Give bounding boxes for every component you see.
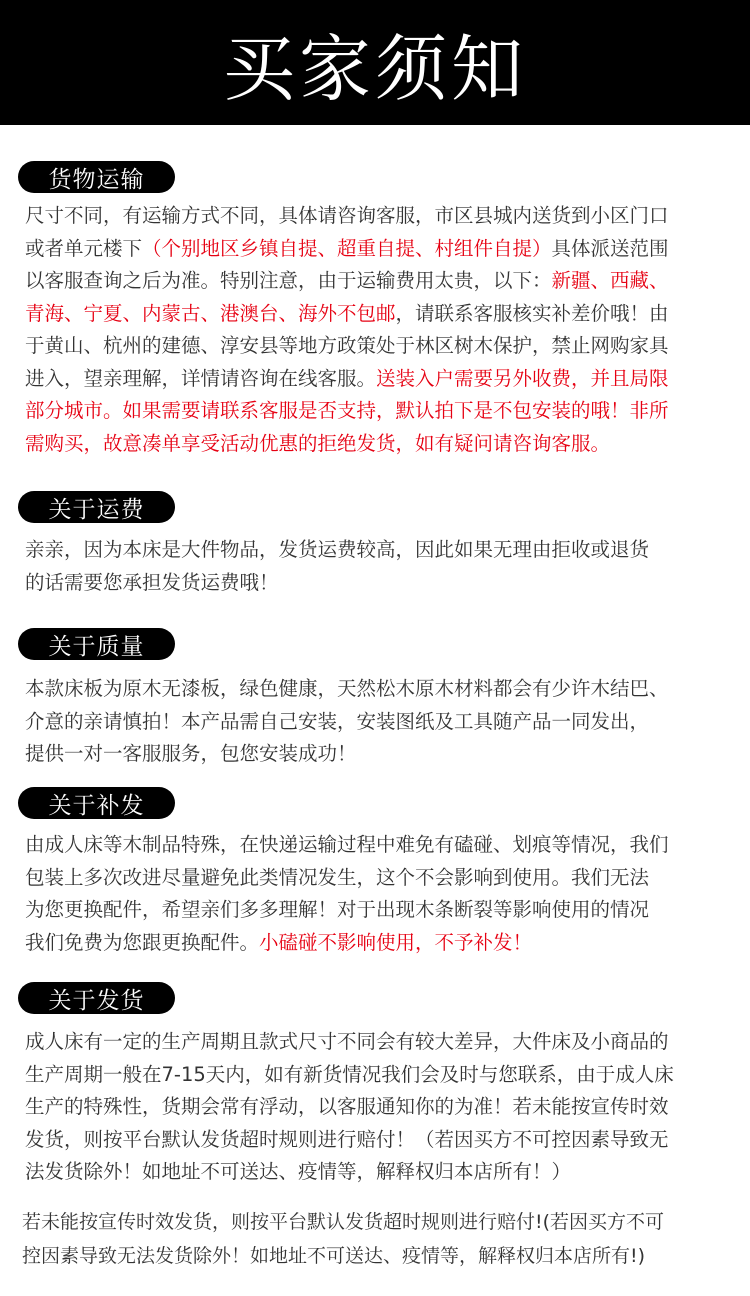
- section-heading: 关于质量: [18, 628, 175, 660]
- text-line: [25, 1156, 731, 1189]
- text-run: 本款床板为原木无漆板，绿色健康，天然松木原木材料都会有少许木结巴、: [25, 677, 669, 700]
- text-run: 包装上多次改进尽量避免此类情况发生，这个不会影响到使用。我们无法: [25, 865, 650, 889]
- title-banner: [0, 0, 750, 125]
- text-line: [25, 862, 731, 895]
- text-line: [25, 298, 731, 331]
- section-body: [25, 673, 731, 771]
- text-line: [25, 233, 731, 266]
- highlight-text: （个别地区乡镇自提、超重自提、村组件自提）: [142, 236, 552, 260]
- text-run: 生产周期一般在7-15天内，如有新货情况我们会及时与您联系，由于成人床: [25, 1062, 674, 1086]
- text-line: [25, 673, 731, 706]
- text-line: [25, 534, 731, 567]
- text-line: [25, 330, 731, 363]
- highlight-text: 送装入户需要另外收费，并且局限: [376, 366, 669, 390]
- text-line: [25, 894, 731, 927]
- text-line: [25, 1059, 731, 1092]
- text-line: [25, 1091, 731, 1124]
- text-line: [25, 1026, 731, 1059]
- text-run: 为您更换配件，希望亲们多多理解！对于出现木条断裂等影响使用的情况: [25, 898, 650, 921]
- text-line: [25, 395, 731, 428]
- text-run: 法发货除外！如地址不可送达、疫情等，解释权归本店所有！）: [25, 1160, 572, 1183]
- text-line: [25, 829, 731, 862]
- text-run: 具体派送范围: [551, 236, 669, 260]
- section-body: [25, 200, 731, 460]
- section-heading: 关于发货: [18, 982, 175, 1014]
- text-line: [25, 265, 731, 298]
- highlight-text: 需购买，故意凑单享受活动优惠的拒绝发货，如有疑问请咨询客服。: [25, 431, 611, 455]
- text-line: [25, 567, 731, 600]
- text-run: 生产的特殊性，货期会常有浮动，以客服通知你的为准！若未能按宣传时效: [25, 1095, 669, 1118]
- text-run: 我们免费为您跟更换配件。: [25, 930, 260, 954]
- highlight-text: 部分城市。如果需要请联系客服是否支持，默认拍下是不包安装的哦！非所: [25, 399, 669, 422]
- text-run: 于黄山、杭州的建德、淳安县等地方政策处于林区树木保护，禁止网购家具: [25, 334, 669, 357]
- text-run: ，请联系客服核实补差价哦！由: [395, 301, 669, 325]
- section-body: [25, 829, 731, 959]
- text-run: 的话需要您承担发货运费哦！: [25, 570, 279, 594]
- text-line: [25, 706, 731, 739]
- text-line: [25, 363, 731, 396]
- section-heading: 关于补发: [18, 787, 175, 819]
- text-run: 成人床有一定的生产周期且款式尺寸不同会有较大差异，大件床及小商品的: [25, 1030, 669, 1053]
- section-body: [25, 534, 731, 599]
- text-run: 以客服查询之后为准。特别注意，由于运输费用太贵，以下：: [25, 269, 552, 292]
- text-run: 介意的亲请慎拍！本产品需自己安装，安装图纸及工具随产品一同发出，: [25, 709, 650, 733]
- text-line: [25, 428, 731, 461]
- highlight-text: 青海、宁夏、内蒙古、港澳台、海外不包邮: [25, 301, 396, 325]
- text-line: [25, 1124, 731, 1157]
- text-run: 或者单元楼下: [25, 236, 143, 260]
- footer-note: [22, 1205, 734, 1273]
- text-run: 由成人床等木制品特殊，在快递运输过程中难免有磕碰、划痕等情况，我们: [25, 833, 669, 856]
- text-line: [25, 200, 731, 233]
- highlight-text: 小磕碰不影响使用，不予补发！: [259, 930, 533, 954]
- page-title: 买家须知: [222, 26, 527, 111]
- highlight-text: 新疆、西藏、: [551, 269, 669, 292]
- text-run: 亲亲，因为本床是大件物品，发货运费较高，因此如果无理由拒收或退货: [25, 538, 650, 561]
- section-body: [25, 1026, 731, 1189]
- text-run: 进入，望亲理解，详情请咨询在线客服。: [25, 366, 377, 390]
- text-line: [25, 927, 731, 960]
- section-heading: 货物运输: [18, 161, 175, 193]
- text-line: 若未能按宣传时效发货，则按平台默认发货超时规则进行赔付!(若因买方不可: [22, 1211, 665, 1233]
- text-run: 尺寸不同，有运输方式不同，具体请咨询客服，市区县城内送货到小区门口: [25, 204, 669, 227]
- text-line: 控因素导致无法发货除外！如地址不可送达、疫情等，解释权归本店所有!): [22, 1245, 646, 1267]
- text-run: 发货，则按平台默认发货超时规则进行赔付！（若因买方不可控因素导致无: [25, 1127, 669, 1151]
- text-line: [25, 738, 731, 771]
- section-heading: 关于运费: [18, 491, 175, 523]
- text-run: 提供一对一客服服务，包您安装成功！: [25, 742, 357, 765]
